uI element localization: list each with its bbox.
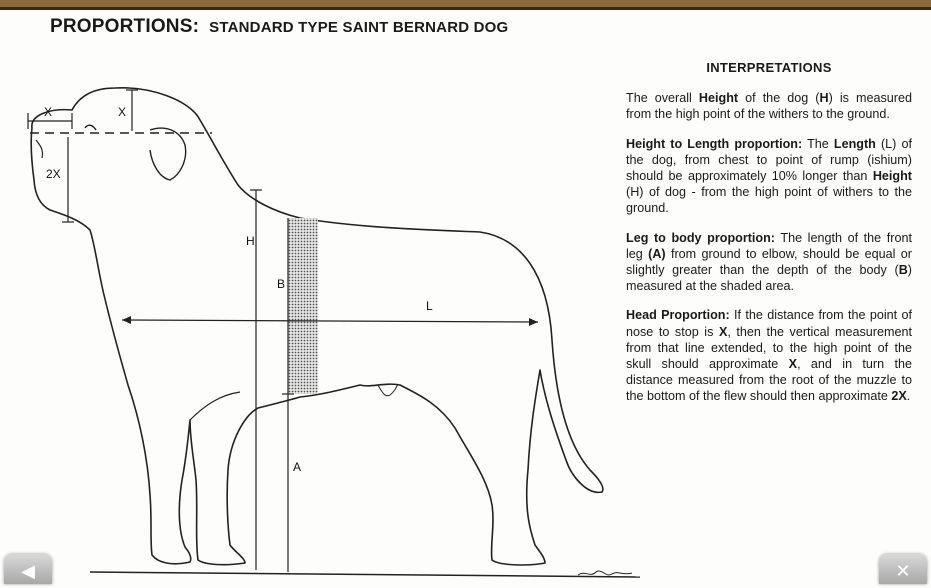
ground-line (90, 572, 640, 577)
dog-mouth (36, 140, 43, 158)
interpretations-panel (626, 60, 912, 418)
dog-ear (150, 128, 186, 180)
artist-signature (578, 571, 632, 575)
l-dimension (122, 320, 538, 322)
prev-page-button[interactable] (4, 554, 52, 584)
dog-elbow (190, 392, 240, 420)
para-height-length: Height to Length proportion: The Length (L) of the dog, from chest to point of rump (ishium) should be approximately 10% longer than Height (H) of dog - from the high point of withers to the ground. (626, 136, 912, 216)
para-head: Head Proportion: If the distance from the point of nose to stop is X, then the vertical measurement from that line extended, to the high point of the skull should approximate X, and in turn the distance measured from the root of the muzzle to the bottom of the flew should then approximate 2X. (626, 308, 912, 404)
label-l: L (426, 299, 433, 313)
label-x-top: X (44, 105, 53, 119)
label-b: B (277, 277, 286, 291)
close-icon: ✕ (895, 561, 911, 581)
dog-chest-tuft (378, 384, 398, 396)
interpretations-heading: INTERPRETATIONS (706, 60, 832, 75)
dog-eye (85, 125, 96, 130)
label-a: A (293, 460, 302, 474)
label-h: H (246, 234, 255, 248)
title-main: PROPORTIONS: (50, 16, 200, 37)
label-x-side: X (118, 105, 127, 119)
chevron-left-icon: ◀ (21, 561, 35, 581)
close-button[interactable] (879, 554, 927, 584)
title-subtitle: STANDARD TYPE SAINT BERNARD DOG (209, 19, 509, 36)
shaded-body-depth (288, 218, 318, 394)
para-height: The overall Height of the dog (H) is measured from the high point of the withers to the ground. (626, 91, 912, 122)
label-2x: 2X (46, 167, 61, 181)
para-leg-body: Leg to body proportion: The length of the front leg (A) from ground to elbow, should be equal or slightly greater than the depth of the body (B) measured at the shaded area. (626, 230, 912, 294)
